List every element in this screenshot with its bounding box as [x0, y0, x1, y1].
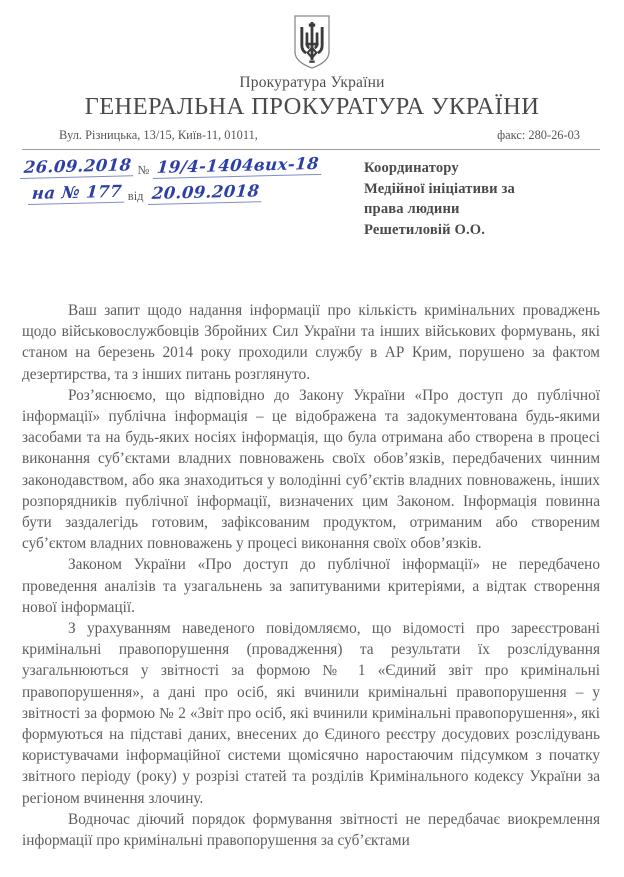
fax-number: факс: 280-26-03	[497, 128, 580, 142]
addressee-line-1: Координатору	[364, 160, 459, 176]
contact-row	[22, 128, 602, 145]
number-label: №	[137, 163, 150, 177]
organization-title: ГЕНЕРАЛЬНА ПРОКУРАТУРА УКРАЇНИ	[84, 93, 540, 120]
from-label: від	[127, 189, 144, 203]
reference-line-outgoing	[20, 153, 321, 184]
incoming-date-handwritten: 20.09.2018	[148, 181, 263, 205]
body-paragraph-4: З урахуванням наведеного повідомляємо, що відомості про зареєстровані кримінальні правопорушення (провадження) та результати їх розслідування узагальнюються у звітності за формою № 1 «Єдиний звіт про кримінальні правопорушення», а дані про осіб, які вчинили кримінальні правопорушення – у звітності за формою № 2 «Звіт про осіб, які вчинили кримінальні правопорушення», які формуються на підставі даних, внесених до Єдиного реєстру досудових розслідувань користувачами інформаційної системи щомісячно наростаючим підсумком з початку звітного періоду (року) у розрізі статей та розділів Кримінального кодексу України за регіоном вчинення злочину.	[22, 620, 600, 807]
addressee-line-4: Решетиловій О.О.	[364, 221, 486, 238]
reference-block	[20, 153, 321, 210]
addressee-line-2: Медійної ініціативи за	[364, 180, 515, 197]
body-paragraph-1: Ваш запит щодо надання інформації про кількість кримінальних проваджень щодо військовослужбовців Збройних Сил України та інших військових формувань, які станом на березень 2014 року проходили службу в АР Крим, порушено за фактом дезертирства, та з інших питань розглянуто.	[22, 302, 600, 383]
office-address: Вул. Різницька, 13/15, Київ-11, 01011,	[59, 128, 258, 142]
body-paragraph-2: Роз’яснюємо, що відповідно до Закону України «Про доступ до публічної інформації» публічна інформація – це відображена та задокументована будь-якими засобами та на будь-яких носіях інформація, що була отримана або створена в процесі виконання суб’єктами владних повноважень своїх обов’язків, передбачених чинним законодавством, або яка знаходиться у володінні суб’єктів владних повноважень, інших розпорядників публічної інформації, визначених цим Законом. Інформація повинна бути заздалегідь готовим, зафіксованим продуктом, отриманим або створеним суб’єктом владних повноважень у процесі виконання своїх обов’язків.	[22, 386, 600, 553]
outgoing-date-handwritten: 26.09.2018	[20, 155, 135, 179]
letterhead	[0, 0, 624, 121]
addressee-block	[364, 158, 515, 240]
letter-body	[22, 300, 600, 851]
addressee-line-3: права людини	[364, 201, 460, 217]
reference-and-addressee-band	[0, 150, 624, 300]
reference-line-incoming	[20, 181, 321, 210]
incoming-number-handwritten: на № 177	[28, 182, 126, 205]
outgoing-number-handwritten: 19/4-1404вих-18	[153, 154, 323, 179]
body-paragraph-5: Водночас діючий порядок формування звітності не передбачає виокремлення інформації про кримінальні правопорушення за суб’єктами	[22, 810, 600, 850]
ukraine-trident-coat-of-arms-icon	[292, 14, 332, 70]
body-paragraph-3: Законом України «Про доступ до публічної інформації» не передбачено проведення аналізів та узагальнень за запитуваними критеріями, а відтак створення нової інформації.	[22, 556, 600, 616]
organization-subtitle: Прокуратура України	[239, 74, 385, 91]
